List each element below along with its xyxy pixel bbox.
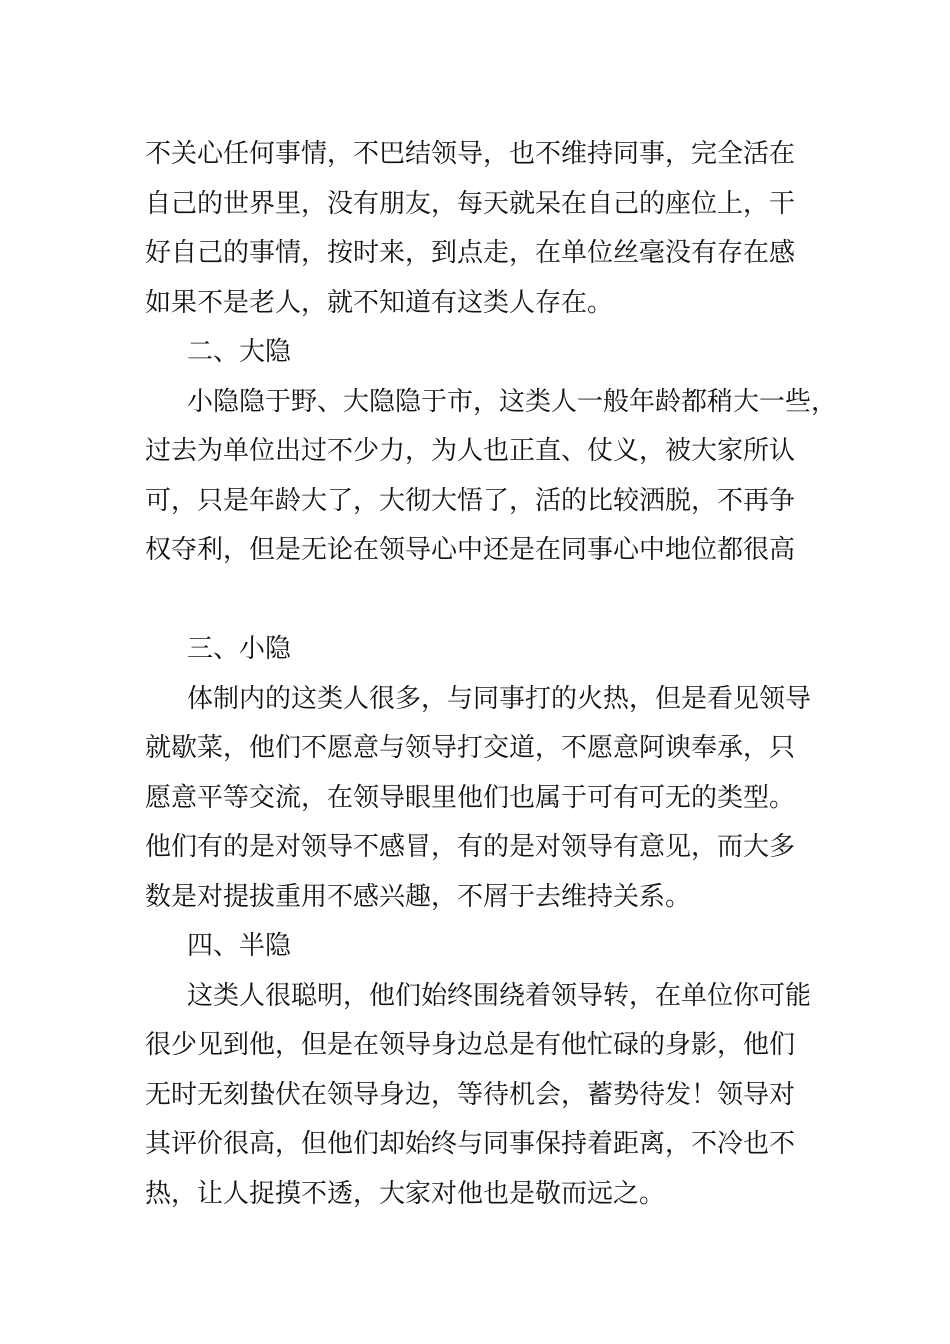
text-line: 过去为单位出过不少力，为人也正直、仗义，被大家所认 bbox=[145, 436, 796, 466]
text-line: 就歇菜，他们不愿意与领导打交道，不愿意阿谀奉承，只 bbox=[145, 733, 796, 763]
paragraph-2 bbox=[145, 378, 838, 576]
text-line: 热，让人捉摸不透，大家对他也是敬而远之。 bbox=[145, 1178, 666, 1209]
text-line: 无时无刻蛰伏在领导身边，等待机会，蓄势待发！领导对 bbox=[145, 1079, 796, 1110]
text-line: 小隐隐于野、大隐隐于市，这类人一般年龄都稍大一些， bbox=[187, 386, 838, 417]
section-heading-4: 四、半隐 bbox=[187, 931, 292, 961]
text-line: 好自己的事情，按时来，到点走，在单位丝毫没有存在感 bbox=[145, 238, 796, 268]
section-heading-3: 三、小隐 bbox=[187, 634, 292, 664]
text-line: 很少见到他，但是在领导身边总是有他忙碌的身影，他们 bbox=[145, 1030, 796, 1060]
text-line: 不关心任何事情，不巴结领导，也不维持同事，完全活在 bbox=[145, 139, 796, 169]
text-line: 可，只是年龄大了，大彻大悟了，活的比较洒脱，不再争 bbox=[145, 485, 796, 516]
text-line: 如果不是老人，就不知道有这类人存在。 bbox=[145, 287, 614, 318]
text-line: 其评价很高，但他们却始终与同事保持着距离，不冷也不 bbox=[145, 1129, 796, 1159]
text-line: 数是对提拔重用不感兴趣，不屑于去维持关系。 bbox=[145, 881, 692, 912]
text-line: 权夺利，但是无论在领导心中还是在同事心中地位都很高 bbox=[145, 535, 796, 565]
text-line: 自己的世界里，没有朋友，每天就呆在自己的座位上，干 bbox=[145, 188, 796, 219]
text-line: 体制内的这类人很多，与同事打的火热，但是看见领导 bbox=[187, 683, 812, 714]
paragraph-3 bbox=[145, 675, 825, 923]
paragraph-1 bbox=[145, 130, 825, 328]
section-heading-2: 二、大隐 bbox=[187, 337, 292, 367]
text-line: 这类人很聪明，他们始终围绕着领导转，在单位你可能 bbox=[187, 980, 812, 1011]
blank-line bbox=[145, 576, 825, 626]
document-body bbox=[145, 130, 838, 1219]
text-line: 愿意平等交流，在领导眼里他们也属于可有可无的类型。 bbox=[145, 782, 796, 813]
text-line: 他们有的是对领导不感冒，有的是对领导有意见，而大多 bbox=[145, 832, 796, 862]
paragraph-4 bbox=[145, 972, 825, 1220]
